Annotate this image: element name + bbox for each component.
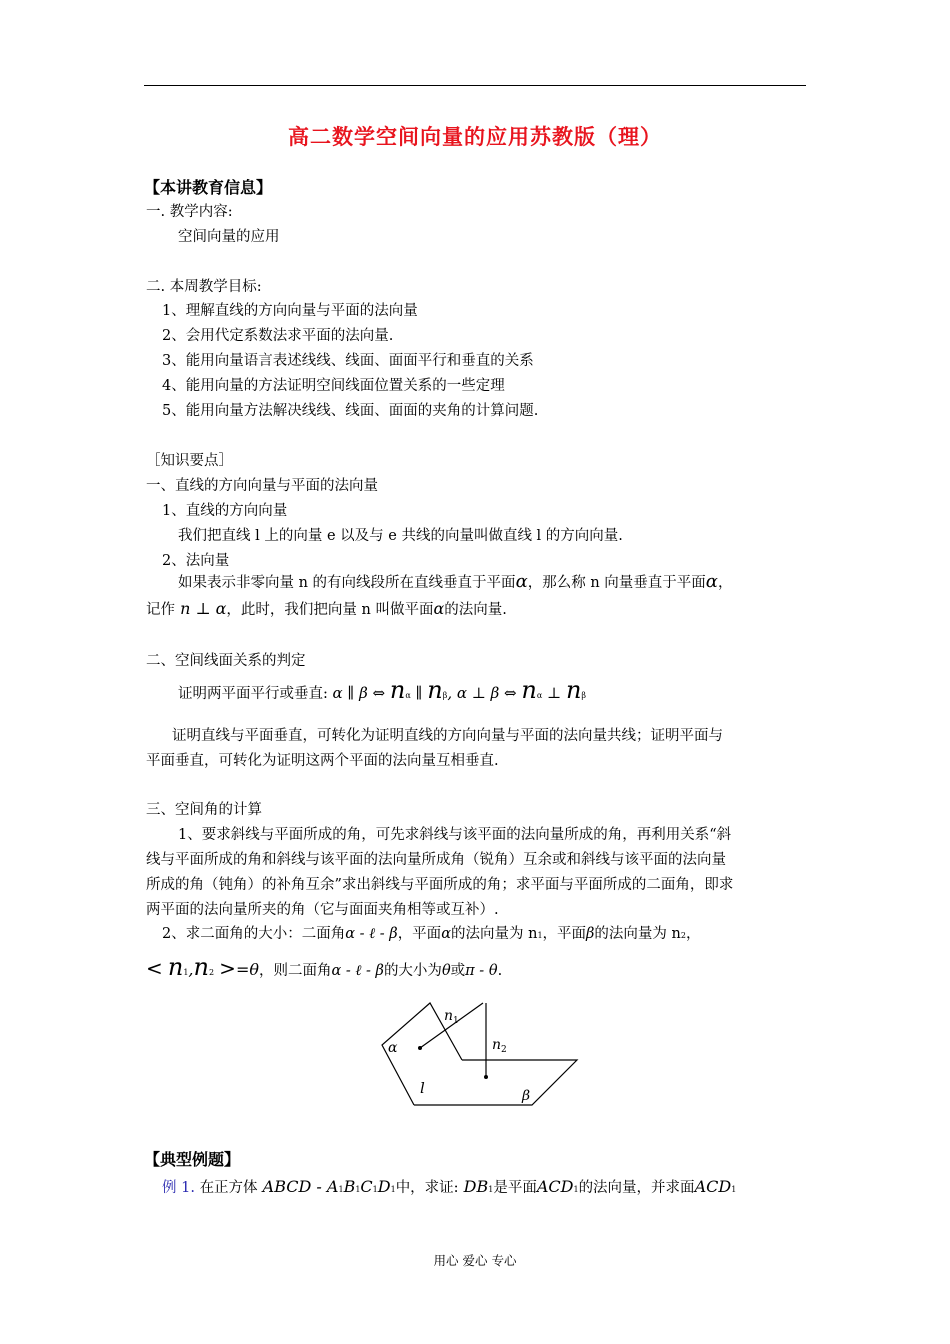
text-run: 2、求二面角的大小：二面角 [162, 926, 346, 942]
alpha-symbol: α [433, 599, 445, 618]
sec3-line: 两平面的法向量所夹的角（它与面面夹角相等或互补）. [146, 902, 499, 918]
sec2-para2: 平面垂直，可转化为证明这两个平面的法向量互相垂直. [146, 753, 499, 769]
plane-beta-outline [414, 1060, 577, 1105]
sec1-para1: 我们把直线 l 上的向量 e 以及与 e 共线的向量叫做直线 l 的方向向量. [178, 528, 623, 544]
formula-n-perp-alpha: n ⊥ α [175, 599, 227, 618]
sec3-line5 [162, 924, 700, 946]
text-run: 证明两平面平行或垂直: [178, 686, 328, 702]
text-run: ，那么称 n 向量垂直于平面 [527, 575, 706, 591]
content-body: 空间向量的应用 [178, 229, 280, 245]
top-rule [144, 85, 806, 86]
alpha-symbol: α [441, 926, 451, 942]
page-footer: 用心 爱心 专心 [433, 1253, 517, 1268]
formula-db1: DB1 [458, 1177, 494, 1196]
example-label: 例 1. [162, 1180, 195, 1196]
text-run: ，则二面角 [258, 963, 332, 979]
text-run: 的法向量，并求面 [578, 1180, 695, 1196]
content-heading: 一. 教学内容: [146, 204, 233, 220]
text-run: 如果表示非零向量 n 的有向线段所在直线垂直于平面 [178, 575, 516, 591]
text-run: ， [717, 575, 733, 591]
sec1-sub2: 2、法向量 [162, 553, 230, 569]
section-info-heading: 【本讲教育信息】 [144, 178, 273, 197]
label-n2: n [492, 1037, 502, 1053]
examples-heading: 【典型例题】 [144, 1150, 241, 1169]
sec3-line6: < n1,n2 >=θ，则二面角α - ℓ - β的大小为θ或π - θ. [146, 953, 503, 981]
label-n1-sub: 1 [453, 1016, 459, 1026]
sec2-para1: 证明直线与平面垂直，可转化为证明直线的方向向量与平面的法向量共线；证明平面与 [172, 728, 723, 744]
text-run: 的法向量为 n [594, 926, 681, 942]
text-run: 的法向量为 n [450, 926, 538, 942]
goal-item: 5、能用向量方法解决线线、线面、面面的夹角的计算问题. [162, 403, 539, 419]
formula-dihedral: α - ℓ - β [345, 926, 398, 942]
subscript: 2 [680, 931, 686, 940]
goals-heading: 二. 本周教学目标: [146, 279, 262, 295]
formula-acd1: ACD1 [694, 1177, 737, 1196]
goal-item: 4、能用向量的方法证明空间线面位置关系的一些定理 [162, 378, 505, 394]
alpha-symbol: α [515, 571, 528, 592]
sec1-sub1: 1、直线的方向向量 [162, 503, 288, 519]
dihedral-angle-figure [370, 990, 590, 1115]
subscript: 1 [537, 931, 543, 940]
goal-item: 3、能用向量语言表述线线、线面、面面平行和垂直的关系 [162, 353, 534, 369]
text-run: 在正方体 [199, 1180, 258, 1196]
sec3-heading: 三、空间角的计算 [146, 802, 262, 818]
sec3-line: 1、要求斜线与平面所成的角，可先求斜线与该平面的法向量所成的角，再利用关系“斜 [178, 827, 732, 843]
page-title: 高二数学空间向量的应用苏教版（理） [288, 124, 662, 149]
text-run: 是平面 [493, 1180, 537, 1196]
normal-n1-start-dot [418, 1046, 422, 1050]
formula-cube: ABCD - A1B1C1D1 [257, 1177, 396, 1196]
formula-plane-relations: α ∥ β ⇔ nα ∥ nβ, α ⊥ β ⇔ nα ⊥ nβ [332, 676, 587, 704]
sec3-line: 线与平面所成的角和斜线与该平面的法向量所成角（锐角）互余或和斜线与该平面的法向量 [146, 852, 726, 868]
normal-n2-foot-dot [484, 1075, 488, 1079]
goal-item: 1、理解直线的方向向量与平面的法向量 [162, 303, 418, 319]
label-beta: β [522, 1088, 531, 1104]
text-run: ， [685, 926, 701, 942]
beta-symbol: β [586, 926, 595, 942]
formula-dihedral: α - ℓ - β [331, 963, 384, 979]
label-n1: n [444, 1008, 454, 1024]
alpha-symbol: α [705, 571, 718, 592]
theta-symbol: θ [441, 963, 451, 979]
formula-acd1: ACD1 [536, 1177, 579, 1196]
label-alpha: α [388, 1040, 398, 1056]
text-run: ，此时，我们把向量 n 叫做平面 [226, 602, 434, 618]
goal-item: 2、会用代定系数法求平面的法向量. [162, 328, 394, 344]
sec1-heading: 一、直线的方向向量与平面的法向量 [146, 478, 378, 494]
formula-angle-n1-n2: < n1,n2 >=θ [146, 953, 259, 981]
text-run: ，平面 [542, 926, 587, 942]
knowledge-heading: ［知识要点］ [146, 453, 233, 469]
formula-pi-minus-theta: π - θ [465, 963, 498, 979]
sec1-para2 [178, 572, 732, 593]
label-l: l [420, 1079, 425, 1097]
sec2-heading: 二、空间线面关系的判定 [146, 653, 306, 669]
text-run: 记作 [146, 602, 175, 618]
text-run: 中，求证: [395, 1180, 459, 1196]
example-1 [162, 1177, 736, 1200]
text-run: ，平面 [397, 926, 442, 942]
sec3-line: 所成的角（钝角）的补角互余”求出斜线与平面所成的角；求平面与平面所成的二面角，即求 [146, 877, 734, 893]
text-run: 的大小为 [383, 963, 442, 979]
label-n2-sub: 2 [501, 1045, 507, 1055]
text-run: 或 [450, 963, 466, 979]
text-run: 的法向量. [444, 602, 507, 618]
sec1-para3 [146, 599, 507, 620]
sec2-lead [178, 676, 587, 706]
